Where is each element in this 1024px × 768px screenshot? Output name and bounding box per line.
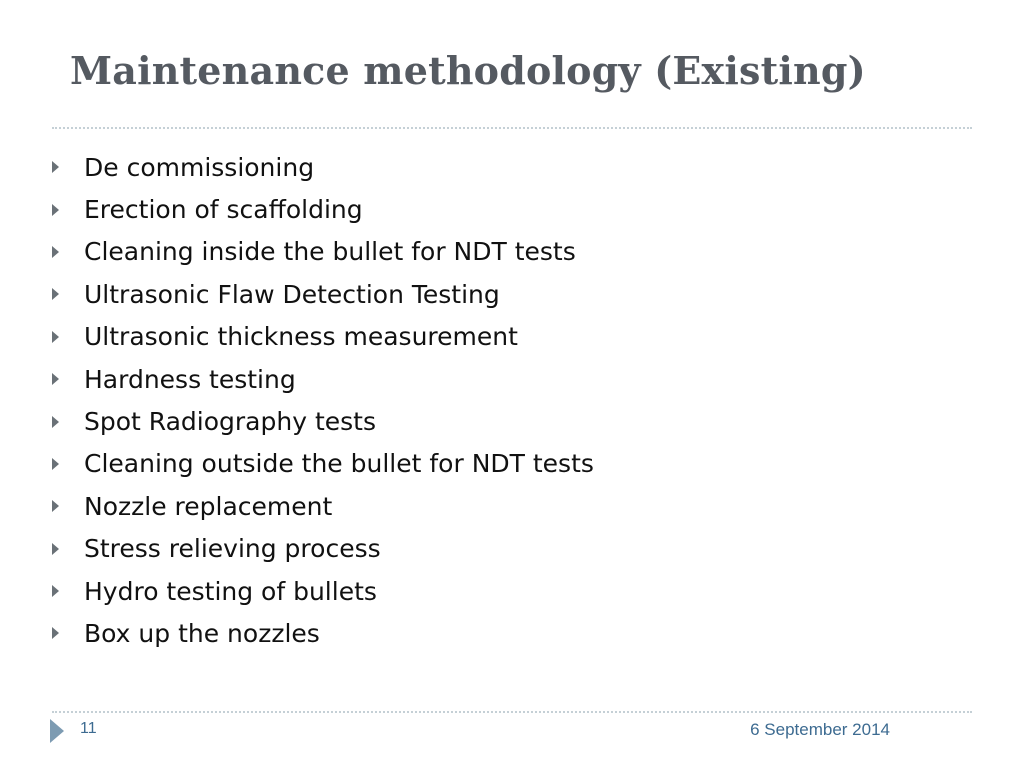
triangle-right-icon [52, 161, 59, 173]
triangle-right-icon [52, 204, 59, 216]
bullet-text: Ultrasonic Flaw Detection Testing [84, 279, 500, 309]
footer-divider [52, 711, 972, 713]
bullet-text: Ultrasonic thickness measurement [84, 322, 518, 352]
bullet-text: Cleaning outside the bullet for NDT tests [84, 449, 594, 479]
bullet-text: Cleaning inside the bullet for NDT tests [84, 237, 576, 267]
bullet-text: De commissioning [84, 152, 315, 182]
page-number: 11 [80, 720, 97, 737]
triangle-right-icon [52, 585, 59, 597]
bullet-item [52, 188, 594, 230]
bullet-text: Stress relieving process [84, 534, 381, 564]
bullet-item [52, 528, 594, 570]
triangle-right-icon [52, 458, 59, 470]
footer-triangle-right-icon [50, 719, 64, 743]
triangle-right-icon [52, 373, 59, 385]
bullet-text: Hardness testing [84, 364, 296, 394]
bullet-text: Nozzle replacement [84, 491, 333, 521]
bullet-text: Erection of scaffolding [84, 195, 363, 225]
bullet-item [52, 358, 594, 400]
bullet-item [52, 273, 594, 315]
bullet-text: Box up the nozzles [84, 618, 320, 648]
slide-date: 6 September 2014 [750, 720, 890, 739]
triangle-right-icon [52, 331, 59, 343]
bullet-text: Hydro testing of bullets [84, 576, 377, 606]
bullet-item [52, 612, 594, 654]
bullet-item [52, 400, 594, 442]
bullet-list [52, 146, 594, 655]
bullet-item [52, 316, 594, 358]
bullet-item [52, 443, 594, 485]
triangle-right-icon [52, 416, 59, 428]
title-divider [52, 127, 972, 129]
bullet-item [52, 146, 594, 188]
bullet-item [52, 231, 594, 273]
triangle-right-icon [52, 627, 59, 639]
slide-title: Maintenance methodology (Existing) [70, 48, 866, 93]
bullet-item [52, 570, 594, 612]
triangle-right-icon [52, 543, 59, 555]
triangle-right-icon [52, 500, 59, 512]
triangle-right-icon [52, 246, 59, 258]
bullet-item [52, 485, 594, 527]
triangle-right-icon [52, 288, 59, 300]
bullet-text: Spot Radiography tests [84, 407, 376, 437]
